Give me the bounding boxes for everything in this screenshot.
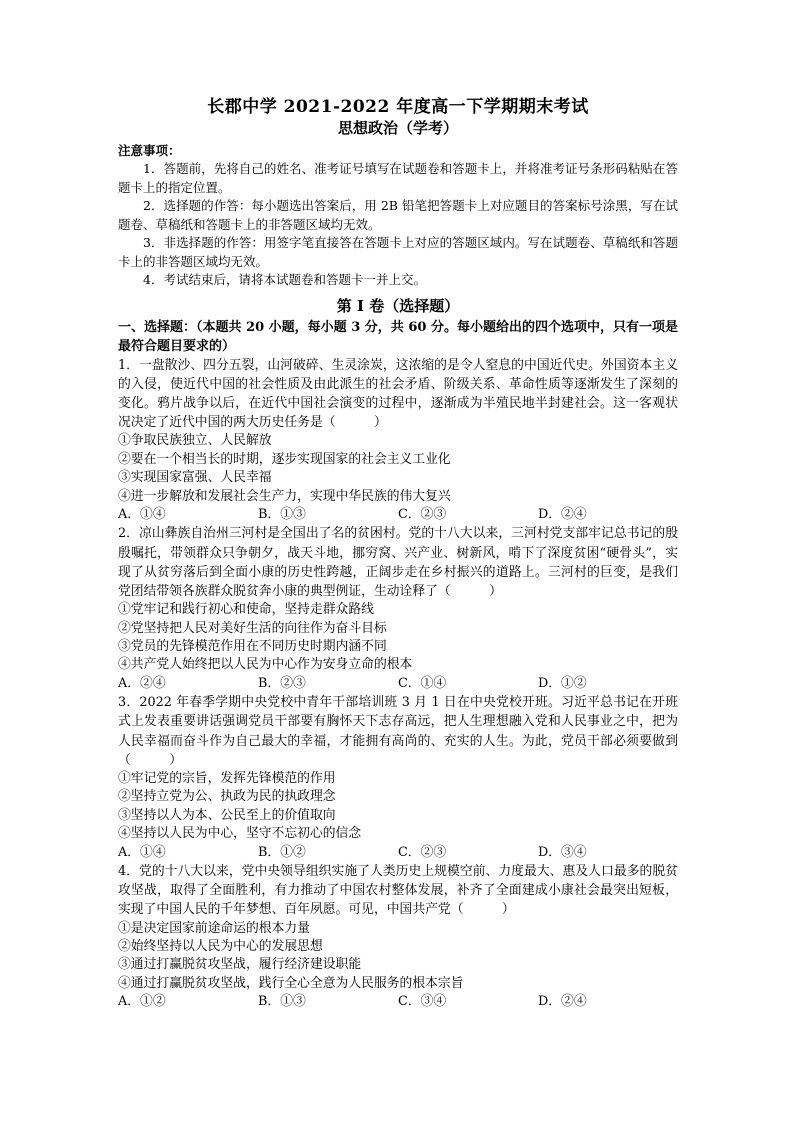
choice-d: D．①② [538,675,587,691]
choice-b: B．①③ [258,994,306,1010]
question-option: ④共产党人始终把以人民为中心作为安身立命的根本 [118,657,413,673]
question-1 [118,356,678,525]
question-2 [118,524,678,693]
choice-a: A．①② [118,994,166,1010]
choice-c: C．①④ [398,675,447,691]
choice-a: A．①④ [118,506,166,522]
notice-item: 2．选择题的作答：每小题选出答案后，用 2B 铅笔把答题卡上对应题目的答案标号涂黑，写在试题卷、草稿纸和答题卡上的非答题区域均无效。 [118,198,678,232]
choice-c: C．②③ [398,844,447,860]
choice-d: D．②④ [538,994,587,1010]
exam-page [118,96,678,1012]
question-option: ②要在一个相当长的时期，逐步实现国家的社会主义工业化 [118,451,451,467]
question-option: ③坚持以人为本、公民至上的价值取向 [118,807,336,823]
question-stem: 1．一盘散沙、四分五裂，山河破碎、生灵涂炭，这浓缩的是令人窒息的中国近代史。外国资本主义的入侵，使近代中国的社会性质及由此派生的社会矛盾、阶级关系、革命性质等逐渐发生了深刻的变化。鸦片战争以后，在近代中国社会演变的过程中，逐渐成为半殖民地半封建社会。这一客观状况决定了近代中国的两大历史任务是（ ） [118,357,678,431]
answer-choices [118,675,678,693]
exam-title: 长郡中学 2021-2022 年度高一下学期期末考试 [207,97,589,117]
question-3 [118,693,678,862]
question-option: ④通过打赢脱贫攻坚战，践行全心全意为人民服务的根本宗旨 [118,975,464,991]
question-option: ①争取民族独立、人民解放 [118,433,272,449]
answer-choices [118,844,678,862]
question-option: ③党员的先锋模范作用在不同历史时期内涵不同 [118,638,387,654]
notice-item: 3．非选择题的作答：用签字笔直接答在答题卡上对应的答题区域内。写在试题卷、草稿纸和答题卡上的非答题区域均无效。 [118,235,678,269]
question-option: ①牢记党的宗旨，发挥先锋模范的作用 [118,771,336,786]
question-option: ①党牢记和践行初心和使命，坚持走群众路线 [118,602,374,618]
question-4 [118,862,678,1012]
choice-d: D．②④ [538,506,587,522]
choice-d: D．③④ [538,844,587,860]
notice-item: 4．考试结束后，请将本试题卷和答题卡一并上交。 [143,272,426,287]
choice-c: C．③④ [398,994,447,1010]
exam-subtitle: 思想政治（学考） [337,119,458,137]
question-stem: 4．党的十八大以来，党中央领导组织实施了人类历史上规模空前、力度最大、惠及人口最多的脱贫攻坚战，取得了全面胜利，有力推动了中国农村整体发展，补齐了全面建成小康社会最突出短板，实现了中国人民的千年梦想、百年夙愿。可见，中国共产党（ ） [118,864,678,918]
section-instruction: 一、选择题：（本题共 20 小题，每小题 3 分，共 60 分。每小题给出的四个选项中，只有一项是最符合题目要求的） [118,319,678,354]
section-title: 第 I 卷（选择题） [336,296,460,315]
question-option: ③实现国家富强、人民幸福 [118,470,272,486]
question-option: ②始终坚持以人民为中心的发展思想 [118,939,323,955]
choice-c: C．②③ [398,506,447,522]
choice-b: B．①② [258,844,306,860]
choice-b: B．①③ [258,506,306,522]
answer-choices [118,506,678,524]
notice-section [118,142,678,290]
answer-choices [118,993,678,1011]
choice-a: A．②④ [118,675,166,691]
choice-b: B．②③ [258,675,306,691]
notice-item: 1．答题前，先将自己的姓名、准考证号填写在试题卷和答题卡上，并将准考证号条形码粘贴在答题卡上的指定位置。 [118,161,678,195]
notice-heading: 注意事项： [118,143,181,158]
question-stem: 2．凉山彝族自治州三河村是全国出了名的贫困村。党的十八大以来，三河村党支部牢记总书记的殷殷嘱托，带领群众只争朝夕，战天斗地，挪穷窝、兴产业、树新风，啃下了深度贫困“硬骨头”，实现了从贫穷落后到全面小康的历史性跨越，正阔步走在乡村振兴的道路上。三河村的巨变，是我们党团结带领各族群众脱贫奔小康的典型例证，生动诠释了（ ） [118,526,678,599]
question-option: ④坚持以人民为中心，坚守不忘初心的信念 [118,826,362,842]
question-stem: 3．2022 年春季学期中央党校中青年干部培训班 3 月 1 日在中央党校开班。习近平总书记在开班式上发表重要讲话强调党员干部要有胸怀天下志存高远，把人生理想融入党和人民事业之中，把为人民幸福而奋斗作为自己最大的幸福，才能拥有高尚的、充实的人生。为此，党员干部必须要做到（ ） [118,695,678,768]
question-option: ②党坚持把人民对美好生活的向往作为奋斗目标 [118,620,387,636]
question-option: ②坚持立党为公、执政为民的执政理念 [118,789,336,805]
question-option: ④进一步解放和发展社会生产力，实现中华民族的伟大复兴 [118,488,451,504]
question-option: ③通过打赢脱贫攻坚战，履行经济建设职能 [118,957,362,973]
question-option: ①是决定国家前途命运的根本力量 [118,920,310,936]
choice-a: A．①④ [118,844,166,860]
